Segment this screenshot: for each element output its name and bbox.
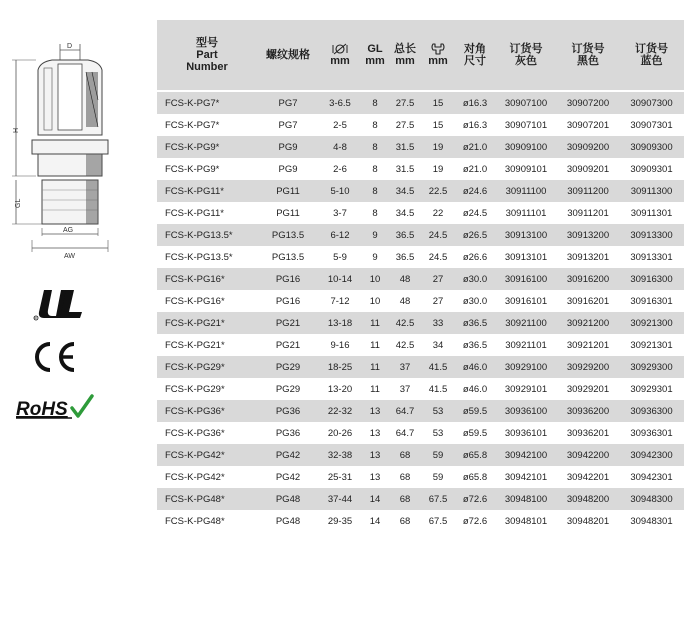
- cell-cable-range: 3-6.5: [319, 91, 361, 114]
- cell-wrench-size: 22.5: [421, 180, 455, 202]
- cell-diagonal: ø59.5: [455, 400, 495, 422]
- left-panel: [0, 0, 150, 619]
- cell-order-black: 30909201: [557, 158, 619, 180]
- cell-order-black: 30948200: [557, 488, 619, 510]
- cell-wrench-size: 59: [421, 466, 455, 488]
- table-row: [157, 268, 684, 290]
- cell-order-grey: 30921100: [495, 312, 557, 334]
- cell-order-black: 30916200: [557, 268, 619, 290]
- header-row: [157, 20, 684, 91]
- cell-wrench-size: 59: [421, 444, 455, 466]
- cell-gl: 8: [361, 180, 389, 202]
- cell-diagonal: ø65.8: [455, 466, 495, 488]
- cell-diagonal: ø65.8: [455, 444, 495, 466]
- table-row: [157, 400, 684, 422]
- cell-gl: 11: [361, 312, 389, 334]
- cell-wrench-size: 53: [421, 422, 455, 444]
- cell-cable-range: 2-6: [319, 158, 361, 180]
- cell-order-grey: 30916100: [495, 268, 557, 290]
- cell-part-number: FCS-K-PG48*: [157, 488, 257, 510]
- cell-total-length: 27.5: [389, 114, 421, 136]
- cell-thread: PG9: [257, 158, 319, 180]
- spec-table: [157, 20, 684, 532]
- cell-part-number: FCS-K-PG16*: [157, 290, 257, 312]
- cell-part-number: FCS-K-PG42*: [157, 444, 257, 466]
- cell-order-black: 30921201: [557, 334, 619, 356]
- header-part-number: 型号 Part Number: [157, 20, 257, 91]
- cell-diagonal: ø30.0: [455, 268, 495, 290]
- header-diagonal: 对角 尺寸: [455, 20, 495, 91]
- cell-total-length: 34.5: [389, 180, 421, 202]
- cell-gl: 13: [361, 400, 389, 422]
- cell-order-black: 30929200: [557, 356, 619, 378]
- cell-order-blue: 30936301: [619, 422, 684, 444]
- cell-total-length: 68: [389, 466, 421, 488]
- cell-gl: 11: [361, 378, 389, 400]
- cell-part-number: FCS-K-PG42*: [157, 466, 257, 488]
- table-row: [157, 422, 684, 444]
- cell-wrench-size: 15: [421, 91, 455, 114]
- cell-gl: 9: [361, 224, 389, 246]
- cell-order-blue: 30907300: [619, 91, 684, 114]
- cell-order-blue: 30948300: [619, 488, 684, 510]
- cell-diagonal: ø21.0: [455, 136, 495, 158]
- table-row: [157, 114, 684, 136]
- cell-cable-range: 37-44: [319, 488, 361, 510]
- cell-total-length: 68: [389, 444, 421, 466]
- cell-gl: 11: [361, 334, 389, 356]
- cell-total-length: 64.7: [389, 422, 421, 444]
- cell-part-number: FCS-K-PG16*: [157, 268, 257, 290]
- cell-order-black: 30936201: [557, 422, 619, 444]
- cell-order-blue: 30942301: [619, 466, 684, 488]
- cell-total-length: 31.5: [389, 136, 421, 158]
- cell-order-grey: 30921101: [495, 334, 557, 356]
- cell-order-black: 30909200: [557, 136, 619, 158]
- cell-wrench-size: 67.5: [421, 488, 455, 510]
- cell-gl: 10: [361, 290, 389, 312]
- cell-order-black: 30929201: [557, 378, 619, 400]
- header-total-length: 总长 mm: [389, 20, 421, 91]
- cell-order-grey: 30909101: [495, 158, 557, 180]
- cell-wrench-size: 34: [421, 334, 455, 356]
- cell-order-blue: 30913301: [619, 246, 684, 268]
- cell-diagonal: ø24.6: [455, 180, 495, 202]
- cell-gl: 14: [361, 510, 389, 532]
- table-row: [157, 224, 684, 246]
- cell-thread: PG11: [257, 180, 319, 202]
- table-row: [157, 180, 684, 202]
- cell-wrench-size: 67.5: [421, 510, 455, 532]
- cell-order-grey: 30911101: [495, 202, 557, 224]
- cell-thread: PG48: [257, 510, 319, 532]
- cell-cable-range: 7-12: [319, 290, 361, 312]
- cell-order-grey: 30948100: [495, 488, 557, 510]
- header-gl: GL mm: [361, 20, 389, 91]
- drawing-label-d: D: [67, 43, 73, 50]
- cell-gl: 13: [361, 422, 389, 444]
- cell-diagonal: ø72.6: [455, 510, 495, 532]
- svg-text:RoHS: RoHS: [16, 399, 68, 420]
- cell-order-blue: 30929300: [619, 356, 684, 378]
- cell-total-length: 34.5: [389, 202, 421, 224]
- cell-thread: PG36: [257, 400, 319, 422]
- cell-diagonal: ø21.0: [455, 158, 495, 180]
- drawing-label-aw: AW: [64, 253, 76, 260]
- cell-order-black: 30907200: [557, 91, 619, 114]
- cell-gl: 14: [361, 488, 389, 510]
- cell-wrench-size: 27: [421, 268, 455, 290]
- cell-order-black: 30942201: [557, 466, 619, 488]
- cell-order-blue: 30909301: [619, 158, 684, 180]
- cell-part-number: FCS-K-PG29*: [157, 378, 257, 400]
- header-wrench: mm: [421, 20, 455, 91]
- cell-wrench-size: 22: [421, 202, 455, 224]
- cell-part-number: FCS-K-PG21*: [157, 312, 257, 334]
- cell-cable-range: 25-31: [319, 466, 361, 488]
- table-row: [157, 158, 684, 180]
- cell-total-length: 37: [389, 378, 421, 400]
- cell-total-length: 68: [389, 510, 421, 532]
- cell-cable-range: 20-26: [319, 422, 361, 444]
- cell-order-blue: 30909300: [619, 136, 684, 158]
- cell-order-blue: 30916301: [619, 290, 684, 312]
- cell-order-grey: 30907101: [495, 114, 557, 136]
- cell-thread: PG13.5: [257, 224, 319, 246]
- cell-total-length: 31.5: [389, 158, 421, 180]
- cell-part-number: FCS-K-PG36*: [157, 422, 257, 444]
- cell-diagonal: ø36.5: [455, 334, 495, 356]
- cell-thread: PG42: [257, 444, 319, 466]
- table-row: [157, 378, 684, 400]
- table-row: [157, 466, 684, 488]
- cell-part-number: FCS-K-PG36*: [157, 400, 257, 422]
- cell-total-length: 42.5: [389, 312, 421, 334]
- cell-order-blue: 30907301: [619, 114, 684, 136]
- cell-cable-range: 13-20: [319, 378, 361, 400]
- cell-cable-range: 5-9: [319, 246, 361, 268]
- cell-order-black: 30948201: [557, 510, 619, 532]
- cell-order-blue: 30921300: [619, 312, 684, 334]
- cell-thread: PG16: [257, 290, 319, 312]
- cell-wrench-size: 24.5: [421, 246, 455, 268]
- cell-diagonal: ø72.6: [455, 488, 495, 510]
- cell-cable-range: 3-7: [319, 202, 361, 224]
- table-row: [157, 246, 684, 268]
- cell-diagonal: ø26.6: [455, 246, 495, 268]
- cell-wrench-size: 19: [421, 136, 455, 158]
- cell-diagonal: ø46.0: [455, 356, 495, 378]
- cell-gl: 8: [361, 136, 389, 158]
- cell-gl: 11: [361, 356, 389, 378]
- cell-diagonal: ø36.5: [455, 312, 495, 334]
- cell-order-black: 30907201: [557, 114, 619, 136]
- header-order-blue: 订货号 蓝色: [619, 20, 684, 91]
- cell-part-number: FCS-K-PG13.5*: [157, 246, 257, 268]
- cell-part-number: FCS-K-PG21*: [157, 334, 257, 356]
- cell-order-grey: 30929100: [495, 356, 557, 378]
- cable-gland-drawing: [8, 40, 128, 262]
- drawing-label-ag: AG: [63, 227, 74, 234]
- cable-diameter-icon: [332, 43, 348, 55]
- cell-thread: PG21: [257, 334, 319, 356]
- cell-order-grey: 30929101: [495, 378, 557, 400]
- cell-order-black: 30916201: [557, 290, 619, 312]
- cell-thread: PG48: [257, 488, 319, 510]
- cell-order-black: 30913200: [557, 224, 619, 246]
- cell-cable-range: 29-35: [319, 510, 361, 532]
- table-row: [157, 488, 684, 510]
- table-row: [157, 91, 684, 114]
- cell-order-blue: 30911301: [619, 202, 684, 224]
- cell-order-grey: 30936101: [495, 422, 557, 444]
- cell-part-number: FCS-K-PG9*: [157, 158, 257, 180]
- table-row: [157, 444, 684, 466]
- table-row: [157, 290, 684, 312]
- cell-order-grey: 30909100: [495, 136, 557, 158]
- cell-wrench-size: 15: [421, 114, 455, 136]
- cell-total-length: 36.5: [389, 224, 421, 246]
- cell-wrench-size: 27: [421, 290, 455, 312]
- cell-order-black: 30911200: [557, 180, 619, 202]
- svg-text:R: R: [34, 316, 37, 321]
- cell-wrench-size: 19: [421, 158, 455, 180]
- cell-thread: PG16: [257, 268, 319, 290]
- cell-total-length: 48: [389, 268, 421, 290]
- cell-order-grey: 30913100: [495, 224, 557, 246]
- cell-part-number: FCS-K-PG11*: [157, 180, 257, 202]
- cell-order-grey: 30913101: [495, 246, 557, 268]
- cell-total-length: 42.5: [389, 334, 421, 356]
- table-row: [157, 356, 684, 378]
- cell-wrench-size: 41.5: [421, 356, 455, 378]
- table-body: [157, 91, 684, 532]
- cell-part-number: FCS-K-PG29*: [157, 356, 257, 378]
- cell-order-blue: 30942300: [619, 444, 684, 466]
- cell-part-number: FCS-K-PG11*: [157, 202, 257, 224]
- cell-order-blue: 30911300: [619, 180, 684, 202]
- header-cable-range: mm: [319, 20, 361, 91]
- cell-thread: PG7: [257, 114, 319, 136]
- cell-wrench-size: 41.5: [421, 378, 455, 400]
- cell-part-number: FCS-K-PG7*: [157, 91, 257, 114]
- table-row: [157, 202, 684, 224]
- cell-thread: PG29: [257, 378, 319, 400]
- cell-thread: PG7: [257, 91, 319, 114]
- cell-thread: PG36: [257, 422, 319, 444]
- cell-order-grey: 30916101: [495, 290, 557, 312]
- cell-total-length: 68: [389, 488, 421, 510]
- cell-cable-range: 2-5: [319, 114, 361, 136]
- cell-order-black: 30913201: [557, 246, 619, 268]
- cell-cable-range: 13-18: [319, 312, 361, 334]
- table-row: [157, 334, 684, 356]
- cell-diagonal: ø59.5: [455, 422, 495, 444]
- cell-order-grey: 30911100: [495, 180, 557, 202]
- table-row: [157, 312, 684, 334]
- cell-part-number: FCS-K-PG13.5*: [157, 224, 257, 246]
- cell-total-length: 48: [389, 290, 421, 312]
- cell-thread: PG42: [257, 466, 319, 488]
- cell-order-grey: 30942100: [495, 444, 557, 466]
- cell-cable-range: 18-25: [319, 356, 361, 378]
- cell-order-blue: 30916300: [619, 268, 684, 290]
- cell-gl: 8: [361, 158, 389, 180]
- cell-cable-range: 32-38: [319, 444, 361, 466]
- ul-logo: [30, 286, 90, 322]
- cell-wrench-size: 24.5: [421, 224, 455, 246]
- cell-order-blue: 30929301: [619, 378, 684, 400]
- cell-order-blue: 30936300: [619, 400, 684, 422]
- header-thread: 螺纹规格: [257, 20, 319, 91]
- cell-part-number: FCS-K-PG48*: [157, 510, 257, 532]
- cell-diagonal: ø24.5: [455, 202, 495, 224]
- cell-total-length: 27.5: [389, 91, 421, 114]
- cell-diagonal: ø30.0: [455, 290, 495, 312]
- drawing-label-gl: GL: [15, 198, 22, 208]
- cell-order-blue: 30921301: [619, 334, 684, 356]
- cell-order-grey: 30942101: [495, 466, 557, 488]
- cell-gl: 8: [361, 114, 389, 136]
- table-row: [157, 136, 684, 158]
- cell-order-blue: 30913300: [619, 224, 684, 246]
- cell-order-black: 30921200: [557, 312, 619, 334]
- table-row: [157, 510, 684, 532]
- cell-gl: 13: [361, 466, 389, 488]
- cell-thread: PG9: [257, 136, 319, 158]
- rohs-logo: [14, 394, 94, 420]
- cell-order-grey: 30907100: [495, 91, 557, 114]
- cell-total-length: 37: [389, 356, 421, 378]
- cell-cable-range: 5-10: [319, 180, 361, 202]
- cell-total-length: 36.5: [389, 246, 421, 268]
- cell-cable-range: 22-32: [319, 400, 361, 422]
- cell-gl: 8: [361, 202, 389, 224]
- cell-gl: 10: [361, 268, 389, 290]
- cell-gl: 8: [361, 91, 389, 114]
- cell-total-length: 64.7: [389, 400, 421, 422]
- cell-gl: 13: [361, 444, 389, 466]
- cell-order-black: 30911201: [557, 202, 619, 224]
- header-order-black: 订货号 黑色: [557, 20, 619, 91]
- cell-order-blue: 30948301: [619, 510, 684, 532]
- cell-order-black: 30942200: [557, 444, 619, 466]
- wrench-icon: [430, 43, 446, 55]
- header-order-grey: 订货号 灰色: [495, 20, 557, 91]
- cell-thread: PG21: [257, 312, 319, 334]
- cell-thread: PG29: [257, 356, 319, 378]
- cell-cable-range: 4-8: [319, 136, 361, 158]
- cell-order-grey: 30936100: [495, 400, 557, 422]
- cell-diagonal: ø16.3: [455, 114, 495, 136]
- cell-thread: PG13.5: [257, 246, 319, 268]
- cell-part-number: FCS-K-PG7*: [157, 114, 257, 136]
- cell-wrench-size: 33: [421, 312, 455, 334]
- cell-diagonal: ø46.0: [455, 378, 495, 400]
- cell-order-black: 30936200: [557, 400, 619, 422]
- drawing-label-h: H: [13, 127, 20, 133]
- cell-diagonal: ø26.5: [455, 224, 495, 246]
- cell-thread: PG11: [257, 202, 319, 224]
- cell-wrench-size: 53: [421, 400, 455, 422]
- cell-cable-range: 9-16: [319, 334, 361, 356]
- cell-diagonal: ø16.3: [455, 91, 495, 114]
- cell-gl: 9: [361, 246, 389, 268]
- cell-cable-range: 6-12: [319, 224, 361, 246]
- ce-logo: [30, 340, 78, 374]
- cell-cable-range: 10-14: [319, 268, 361, 290]
- cell-part-number: FCS-K-PG9*: [157, 136, 257, 158]
- cell-order-grey: 30948101: [495, 510, 557, 532]
